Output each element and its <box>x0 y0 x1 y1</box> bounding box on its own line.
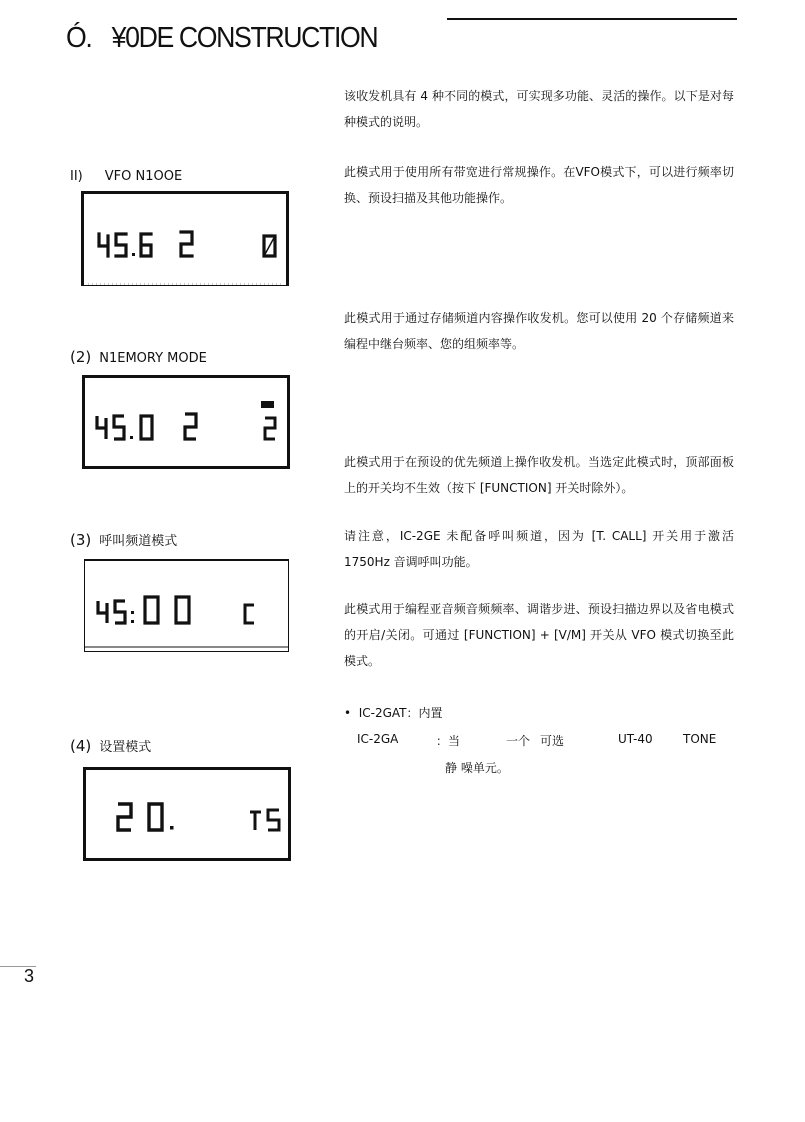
lcd-display-set <box>83 767 291 861</box>
mode-4-heading <box>70 736 151 755</box>
lcd-vfo-side-digit <box>264 236 275 256</box>
note-optional: 可选 <box>540 734 565 748</box>
mode-1-heading <box>70 169 182 184</box>
mode-3-description: 此模式用于在预设的优先频道上操作收发机。当选定此模式时，顶部面板上的开关均不生效（按下 [FUNCTION] 开关时除外）。 <box>344 455 734 495</box>
lcd-memory-side <box>261 401 275 439</box>
section-number: Ó. <box>66 22 92 54</box>
header-rule <box>447 18 737 20</box>
note-squelch: 静 噪单元。 <box>445 761 509 775</box>
lcd-call-main-digits <box>98 597 189 623</box>
note-one: 一个 <box>506 734 531 748</box>
note-unit: UT-40 <box>618 732 653 746</box>
note-ic2gat: IC-2GAT：内置 <box>358 706 443 720</box>
mode-2-label: N1EMORY MODE <box>99 351 207 366</box>
page-number: 3 <box>24 966 35 986</box>
mode-2-number: (2) <box>70 348 92 366</box>
lcd-set-main-digits <box>118 804 174 830</box>
note-bullet: • <box>344 706 352 720</box>
mode-1-label: VFO N1OOE <box>104 169 183 184</box>
mode-4-description: 此模式用于编程亚音频音频频率、调谐步进、预设扫描边界以及省电模式的开启/关闭。可通过 [FUNCTION] + [V/M] 开关从 VFO 模式切换至此模式。 <box>344 602 734 668</box>
note-line-1 <box>344 704 443 721</box>
lcd-memory-main-digits <box>97 414 196 439</box>
lcd-display-memory <box>82 375 290 469</box>
mode-2-heading <box>70 348 207 366</box>
mode-3-number: (3) <box>70 531 92 549</box>
page-title <box>66 22 377 55</box>
lcd-vfo-main-digits <box>99 232 192 256</box>
note-when: ：当 <box>436 734 461 748</box>
mode-3-label: 呼叫频道模式 <box>99 534 178 549</box>
note-model: IC-2GA <box>357 732 399 746</box>
note-tone: TONE <box>683 732 717 746</box>
lcd-display-call <box>84 559 289 652</box>
mode-3-note: 请注意，IC-2GE 未配备呼叫频道，因为 [T. CALL] 开关用于激活 1750Hz 音调呼叫功能。 <box>344 529 734 569</box>
lcd-display-vfo <box>81 191 289 286</box>
section-title: ¥0DE CONSTRUCTION <box>111 22 378 54</box>
lcd-call-side <box>245 605 254 623</box>
intro-paragraph: 该收发机具有 4 种不同的模式，可实现多功能、灵活的操作。以下是对每种模式的说明。 <box>344 89 734 129</box>
mode-2-description: 此模式用于通过存储频道内容操作收发机。您可以使用 20 个存储频道来编程中继台频率、您的组频率等。 <box>344 311 734 351</box>
mode-4-label: 设置模式 <box>99 740 152 755</box>
mode-1-number: II) <box>70 169 83 184</box>
mode-1-description: 此模式用于使用所有带宽进行常规操作。在VFO模式下，可以进行频率切换、预设扫描及其他功能操作。 <box>344 165 734 205</box>
mode-4-number: (4) <box>70 737 92 755</box>
mode-3-heading <box>70 530 177 549</box>
lcd-set-side <box>250 810 279 830</box>
